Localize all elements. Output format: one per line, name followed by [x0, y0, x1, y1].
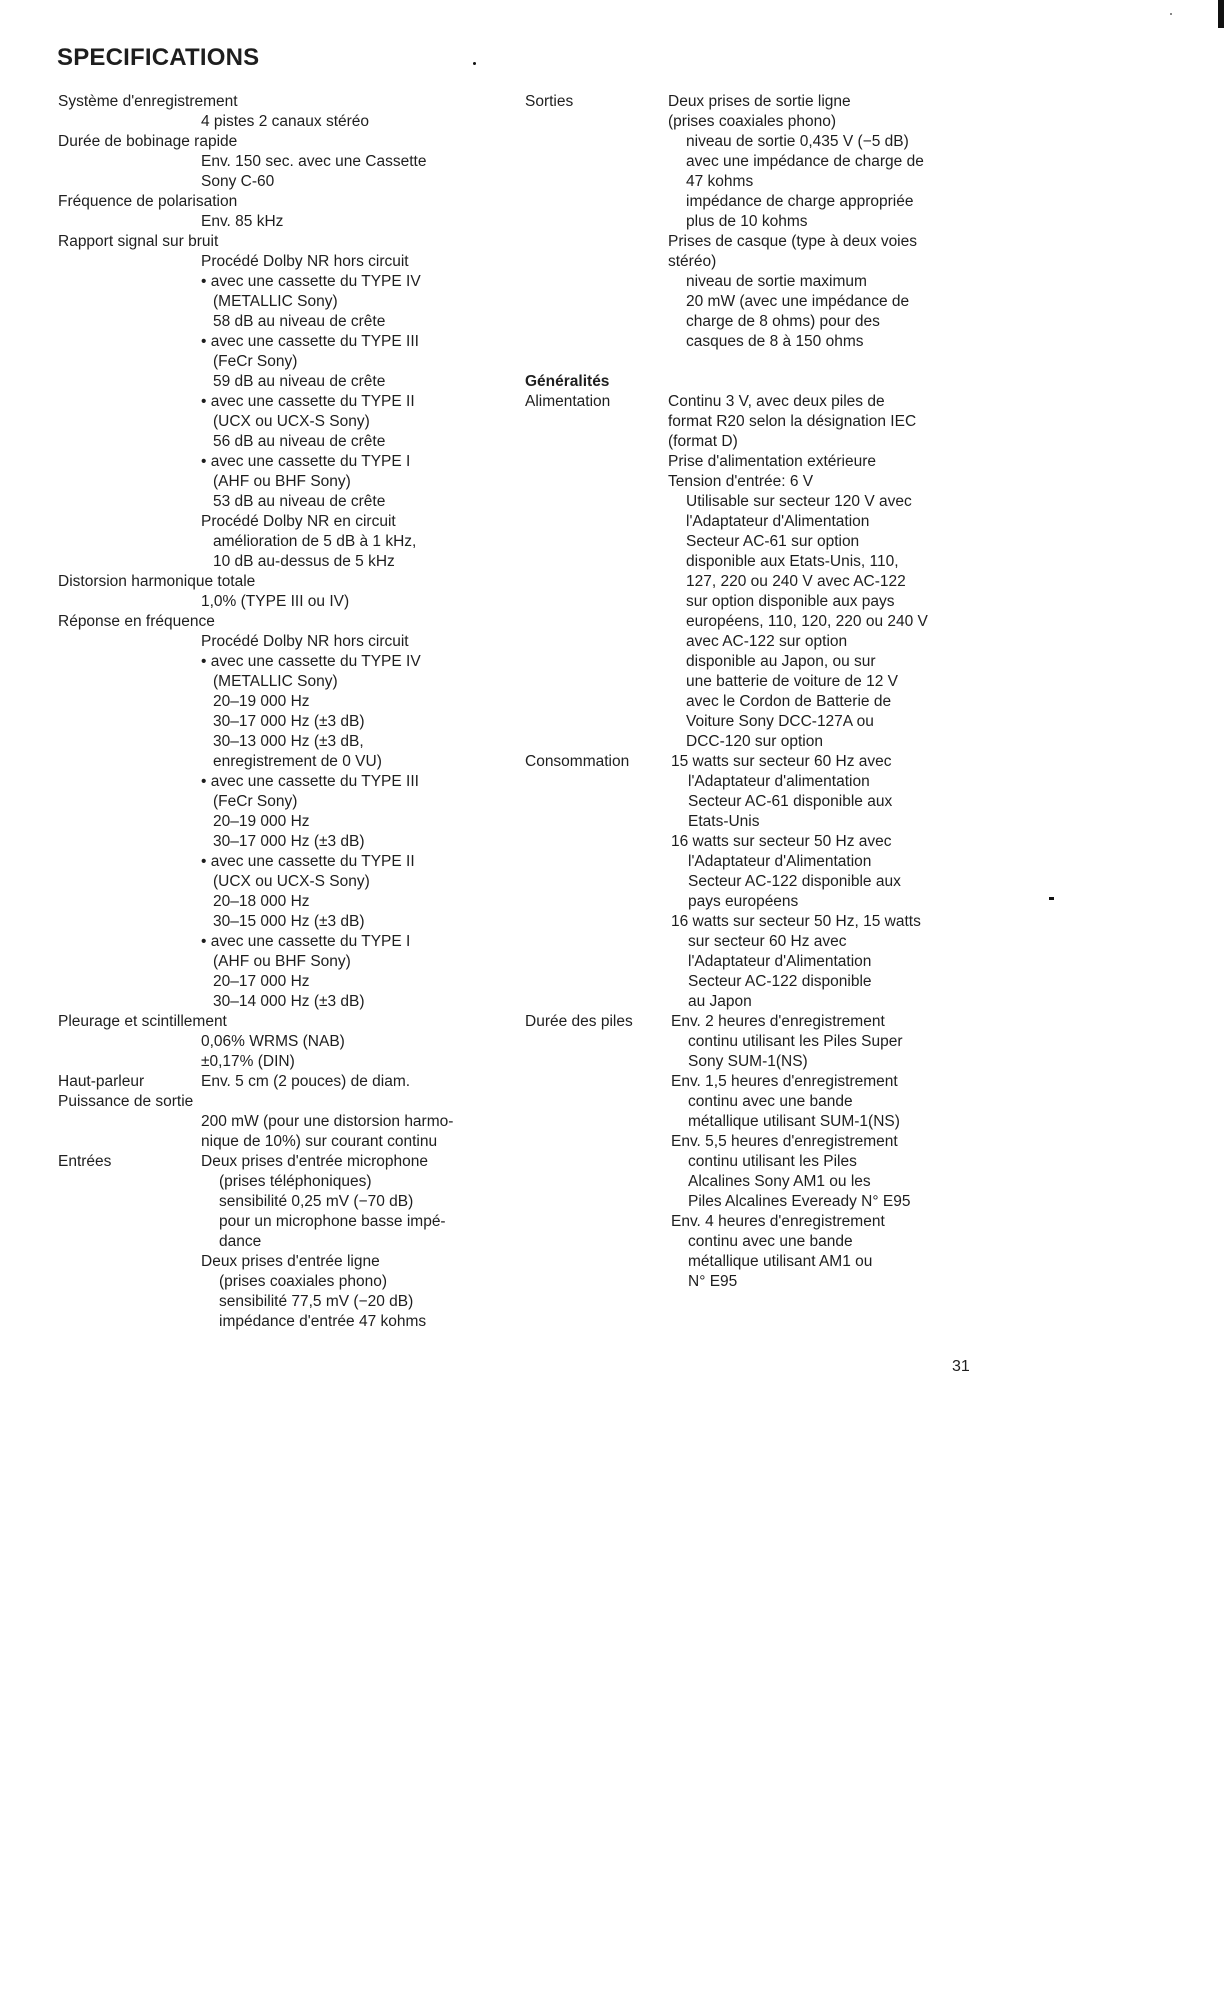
spec-text: Sony C-60 [201, 173, 275, 190]
spec-line [525, 472, 965, 492]
spec-line [58, 1032, 508, 1052]
spec-text: Secteur AC-122 disponible [688, 973, 872, 990]
spec-label: Sorties [525, 93, 574, 110]
spec-line [58, 552, 508, 572]
scan-edge-mark [1218, 0, 1224, 28]
spec-line [525, 832, 965, 852]
spec-line [525, 1072, 965, 1092]
spec-text: plus de 10 kohms [686, 213, 808, 230]
spec-text: Env. 4 heures d'enregistrement [671, 1213, 885, 1230]
spec-text: 56 dB au niveau de crête [213, 433, 386, 450]
spec-line [525, 292, 965, 312]
spec-line [525, 212, 965, 232]
spec-text: Prise d'alimentation extérieure [668, 453, 877, 470]
spec-line [58, 672, 508, 692]
spec-text: disponible aux Etats-Unis, 110, [686, 553, 899, 570]
spec-line [58, 812, 508, 832]
spec-text: 1,0% (TYPE III ou IV) [201, 593, 350, 610]
spec-text: Env. 2 heures d'enregistrement [671, 1013, 885, 1030]
spec-line [58, 512, 508, 532]
spec-line [525, 332, 965, 352]
spec-text: Voiture Sony DCC-127A ou [686, 713, 874, 730]
spec-text: Etats-Unis [688, 813, 760, 830]
spec-text: (METALLIC Sony) [213, 673, 338, 690]
spec-text: niveau de sortie 0,435 V (−5 dB) [686, 133, 909, 150]
spec-line [58, 1052, 508, 1072]
spec-text: 47 kohms [686, 173, 754, 190]
spec-text: 30–14 000 Hz (±3 dB) [213, 993, 365, 1010]
spec-text: Sony SUM-1(NS) [688, 1053, 808, 1070]
spec-text: disponible au Japon, ou sur [686, 653, 876, 670]
spec-text: DCC-120 sur option [686, 733, 823, 750]
spec-text: (prises coaxiales phono) [219, 1273, 388, 1290]
spec-text: Secteur AC-122 disponible aux [688, 873, 901, 890]
spec-text: continu utilisant les Piles [688, 1153, 857, 1170]
spec-line [525, 632, 965, 652]
spec-line [525, 552, 965, 572]
spec-text: • avec une cassette du TYPE III [201, 333, 419, 350]
spec-text: sensibilité 0,25 mV (−70 dB) [219, 1193, 414, 1210]
spec-label: Consommation [525, 753, 630, 770]
spec-line [525, 1112, 965, 1132]
spec-line [58, 1072, 508, 1092]
spec-text: 58 dB au niveau de crête [213, 313, 386, 330]
spec-text: 20–19 000 Hz [213, 813, 310, 830]
spec-line [58, 332, 508, 352]
spec-line [525, 1232, 965, 1252]
spec-text: avec une impédance de charge de [686, 153, 924, 170]
spec-text: (prises téléphoniques) [219, 1173, 372, 1190]
spec-line [525, 192, 965, 212]
spec-text: (FeCr Sony) [213, 793, 298, 810]
spec-line [58, 832, 508, 852]
spec-text: 20–19 000 Hz [213, 693, 310, 710]
spec-text: • avec une cassette du TYPE III [201, 773, 419, 790]
spec-line [58, 392, 508, 412]
spec-text: impédance de charge appropriée [686, 193, 914, 210]
spec-text: métallique utilisant SUM-1(NS) [688, 1113, 900, 1130]
spec-line [58, 792, 508, 812]
spec-text: (AHF ou BHF Sony) [213, 953, 351, 970]
spec-line [58, 752, 508, 772]
spec-text: N° E95 [688, 1273, 738, 1290]
spec-line [58, 412, 508, 432]
spec-line [58, 1312, 508, 1332]
spec-line [58, 112, 508, 132]
spec-text: Prises de casque (type à deux voies [668, 233, 917, 250]
scan-speck [1049, 897, 1054, 900]
spec-line [525, 112, 965, 132]
spec-line [58, 172, 508, 192]
spec-text: 20 mW (avec une impédance de [686, 293, 910, 310]
spec-text: Env. 1,5 heures d'enregistrement [671, 1073, 898, 1090]
spec-line [58, 272, 508, 292]
spec-line [58, 572, 508, 592]
spec-text: l'Adaptateur d'Alimentation [686, 513, 870, 530]
spec-text: Env. 5 cm (2 pouces) de diam. [201, 1073, 411, 1090]
spec-line [525, 912, 965, 932]
spec-text: continu utilisant les Piles Super [688, 1033, 903, 1050]
spec-line [525, 1252, 965, 1272]
spec-line [525, 932, 965, 952]
spec-text: 16 watts sur secteur 50 Hz, 15 watts [671, 913, 921, 930]
spec-line [525, 452, 965, 472]
spec-text: Tension d'entrée: 6 V [668, 473, 814, 490]
spec-text: au Japon [688, 993, 752, 1010]
spec-text: 53 dB au niveau de crête [213, 493, 386, 510]
spec-line [525, 852, 965, 872]
spec-line [525, 132, 965, 152]
spec-text: casques de 8 à 150 ohms [686, 333, 864, 350]
spec-line [525, 1152, 965, 1172]
spec-text: 59 dB au niveau de crête [213, 373, 386, 390]
spec-line [525, 412, 965, 432]
spec-line [525, 612, 965, 632]
page-title: SPECIFICATIONS [57, 44, 260, 71]
spec-text: avec AC-122 sur option [686, 633, 848, 650]
spec-line [58, 152, 508, 172]
spec-line [525, 272, 965, 292]
spec-line [525, 572, 965, 592]
spec-text: (AHF ou BHF Sony) [213, 473, 351, 490]
spec-text: niveau de sortie maximum [686, 273, 867, 290]
spec-text: sur secteur 60 Hz avec [688, 933, 847, 950]
spec-line [525, 492, 965, 512]
spec-line [525, 1172, 965, 1192]
spec-line [58, 1152, 508, 1172]
spec-line [58, 632, 508, 652]
spec-line [58, 1112, 508, 1132]
spec-text: Env. 150 sec. avec une Cassette [201, 153, 427, 170]
spec-line [525, 352, 965, 372]
spec-text: Alcalines Sony AM1 ou les [688, 1173, 871, 1190]
spec-text: une batterie de voiture de 12 V [686, 673, 898, 690]
spec-line [58, 1172, 508, 1192]
spec-line [525, 392, 965, 412]
spec-text: 20–17 000 Hz [213, 973, 310, 990]
spec-text: européens, 110, 120, 220 ou 240 V [686, 613, 928, 630]
spec-text: 4 pistes 2 canaux stéréo [201, 113, 370, 130]
spec-text: Secteur AC-61 sur option [686, 533, 860, 550]
spec-line [525, 792, 965, 812]
spec-line [525, 1012, 965, 1032]
spec-line [525, 1032, 965, 1052]
spec-text: • avec une cassette du TYPE II [201, 393, 415, 410]
spec-text: Fréquence de polarisation [58, 193, 238, 210]
spec-line [525, 872, 965, 892]
scan-speck [1170, 13, 1172, 15]
spec-line [58, 452, 508, 472]
spec-line [525, 432, 965, 452]
spec-text: charge de 8 ohms) pour des [686, 313, 880, 330]
spec-text: Utilisable sur secteur 120 V avec [686, 493, 912, 510]
scan-speck [473, 62, 476, 65]
spec-line [58, 1212, 508, 1232]
spec-line [58, 592, 508, 612]
spec-text: enregistrement de 0 VU) [213, 753, 382, 770]
spec-text: (FeCr Sony) [213, 353, 298, 370]
spec-text: l'Adaptateur d'Alimentation [688, 853, 872, 870]
spec-text: Piles Alcalines Eveready N° E95 [688, 1193, 911, 1210]
spec-text: (format D) [668, 433, 738, 450]
spec-line [525, 692, 965, 712]
spec-text: (METALLIC Sony) [213, 293, 338, 310]
spec-line [525, 1272, 965, 1292]
spec-line [525, 812, 965, 832]
spec-line [525, 512, 965, 532]
spec-line [58, 1272, 508, 1292]
spec-label: Haut-parleur [58, 1073, 145, 1090]
spec-line [58, 372, 508, 392]
spec-text: Procédé Dolby NR en circuit [201, 513, 396, 530]
spec-line [525, 1132, 965, 1152]
spec-label: Entrées [58, 1153, 112, 1170]
spec-line [58, 212, 508, 232]
spec-line [525, 152, 965, 172]
spec-line [58, 932, 508, 952]
spec-label: Généralités [525, 373, 610, 390]
spec-text: Deux prises d'entrée ligne [201, 1253, 380, 1270]
spec-text: pour un microphone basse impé- [219, 1213, 446, 1230]
spec-text: Système d'enregistrement [58, 93, 238, 110]
spec-line [58, 312, 508, 332]
spec-line [525, 252, 965, 272]
spec-line [525, 1092, 965, 1112]
spec-line [58, 692, 508, 712]
spec-line [525, 952, 965, 972]
spec-text: amélioration de 5 dB à 1 kHz, [213, 533, 417, 550]
spec-label: Alimentation [525, 393, 611, 410]
spec-text: continu avec une bande [688, 1233, 853, 1250]
specs-column-left [58, 92, 508, 1332]
spec-text: l'Adaptateur d'Alimentation [688, 953, 872, 970]
spec-line [525, 652, 965, 672]
spec-text: Env. 5,5 heures d'enregistrement [671, 1133, 898, 1150]
spec-text: 10 dB au-dessus de 5 kHz [213, 553, 395, 570]
spec-line [58, 872, 508, 892]
spec-text: 127, 220 ou 240 V avec AC-122 [686, 573, 906, 590]
spec-text: continu avec une bande [688, 1093, 853, 1110]
spec-line [525, 732, 965, 752]
spec-text: stéréo) [668, 253, 717, 270]
spec-text: 30–13 000 Hz (±3 dB, [213, 733, 364, 750]
spec-line [58, 972, 508, 992]
spec-text: Deux prises de sortie ligne [668, 93, 851, 110]
spec-text: Procédé Dolby NR hors circuit [201, 633, 409, 650]
spec-text: • avec une cassette du TYPE I [201, 933, 411, 950]
spec-text: Puissance de sortie [58, 1093, 194, 1110]
spec-text: sur option disponible aux pays [686, 593, 895, 610]
spec-line [58, 1252, 508, 1272]
spec-text: 15 watts sur secteur 60 Hz avec [671, 753, 892, 770]
spec-line [525, 972, 965, 992]
spec-text: l'Adaptateur d'alimentation [688, 773, 870, 790]
spec-line [58, 232, 508, 252]
spec-line [58, 252, 508, 272]
spec-text: Secteur AC-61 disponible aux [688, 793, 893, 810]
spec-line [525, 92, 965, 112]
spec-line [525, 1192, 965, 1212]
spec-text: avec le Cordon de Batterie de [686, 693, 892, 710]
spec-line [58, 432, 508, 452]
spec-text: (prises coaxiales phono) [668, 113, 837, 130]
spec-text: Env. 85 kHz [201, 213, 284, 230]
spec-line [58, 1012, 508, 1032]
spec-text: 30–15 000 Hz (±3 dB) [213, 913, 365, 930]
spec-line [58, 1232, 508, 1252]
spec-line [58, 472, 508, 492]
spec-text: 200 mW (pour une distorsion harmo- [201, 1113, 454, 1130]
spec-line [58, 192, 508, 212]
spec-line [58, 852, 508, 872]
spec-line [58, 1292, 508, 1312]
spec-line [58, 1092, 508, 1112]
spec-text: Procédé Dolby NR hors circuit [201, 253, 409, 270]
spec-text: 0,06% WRMS (NAB) [201, 1033, 345, 1050]
spec-line [58, 652, 508, 672]
spec-text: Réponse en fréquence [58, 613, 215, 630]
spec-label: Durée des piles [525, 1013, 633, 1030]
spec-line [58, 732, 508, 752]
spec-text: Durée de bobinage rapide [58, 133, 238, 150]
spec-line [525, 672, 965, 692]
spec-text: ±0,17% (DIN) [201, 1053, 295, 1070]
spec-text: métallique utilisant AM1 ou [688, 1253, 873, 1270]
spec-line [525, 312, 965, 332]
spec-line [525, 1052, 965, 1072]
spec-line [58, 532, 508, 552]
spec-text: 30–17 000 Hz (±3 dB) [213, 833, 365, 850]
spec-line [58, 132, 508, 152]
spec-line [525, 232, 965, 252]
spec-line [58, 772, 508, 792]
spec-text: Continu 3 V, avec deux piles de [668, 393, 885, 410]
spec-line [58, 952, 508, 972]
spec-line [525, 752, 965, 772]
page-number: 31 [952, 1358, 970, 1375]
spec-line [58, 1132, 508, 1152]
spec-line [525, 992, 965, 1012]
spec-text: Deux prises d'entrée microphone [201, 1153, 428, 1170]
spec-line [58, 892, 508, 912]
spec-text: Pleurage et scintillement [58, 1013, 227, 1030]
spec-text: • avec une cassette du TYPE II [201, 853, 415, 870]
spec-line [58, 612, 508, 632]
spec-text: • avec une cassette du TYPE IV [201, 273, 421, 290]
spec-text: format R20 selon la désignation IEC [668, 413, 917, 430]
spec-text: 20–18 000 Hz [213, 893, 310, 910]
spec-text: nique de 10%) sur courant continu [201, 1133, 438, 1150]
spec-line [525, 1212, 965, 1232]
spec-line [58, 992, 508, 1012]
spec-text: impédance d'entrée 47 kohms [219, 1313, 427, 1330]
spec-line [525, 712, 965, 732]
spec-line [525, 592, 965, 612]
spec-line [58, 912, 508, 932]
spec-line [58, 352, 508, 372]
spec-line [525, 372, 965, 392]
spec-text: (UCX ou UCX-S Sony) [213, 413, 370, 430]
spec-line [58, 712, 508, 732]
spec-text: • avec une cassette du TYPE IV [201, 653, 421, 670]
spec-text: Rapport signal sur bruit [58, 233, 219, 250]
spec-text: (UCX ou UCX-S Sony) [213, 873, 370, 890]
specs-column-right [525, 92, 965, 1292]
spec-line [525, 892, 965, 912]
spec-text: pays européens [688, 893, 799, 910]
spec-text: 30–17 000 Hz (±3 dB) [213, 713, 365, 730]
spec-text: 16 watts sur secteur 50 Hz avec [671, 833, 892, 850]
spec-text: sensibilité 77,5 mV (−20 dB) [219, 1293, 414, 1310]
spec-line [58, 1192, 508, 1212]
spec-line [58, 92, 508, 112]
spec-line [525, 772, 965, 792]
spec-line [525, 532, 965, 552]
spec-text: dance [219, 1233, 262, 1250]
spec-line [525, 172, 965, 192]
spec-text: • avec une cassette du TYPE I [201, 453, 411, 470]
spec-line [58, 492, 508, 512]
spec-text: Distorsion harmonique totale [58, 573, 256, 590]
spec-line [58, 292, 508, 312]
